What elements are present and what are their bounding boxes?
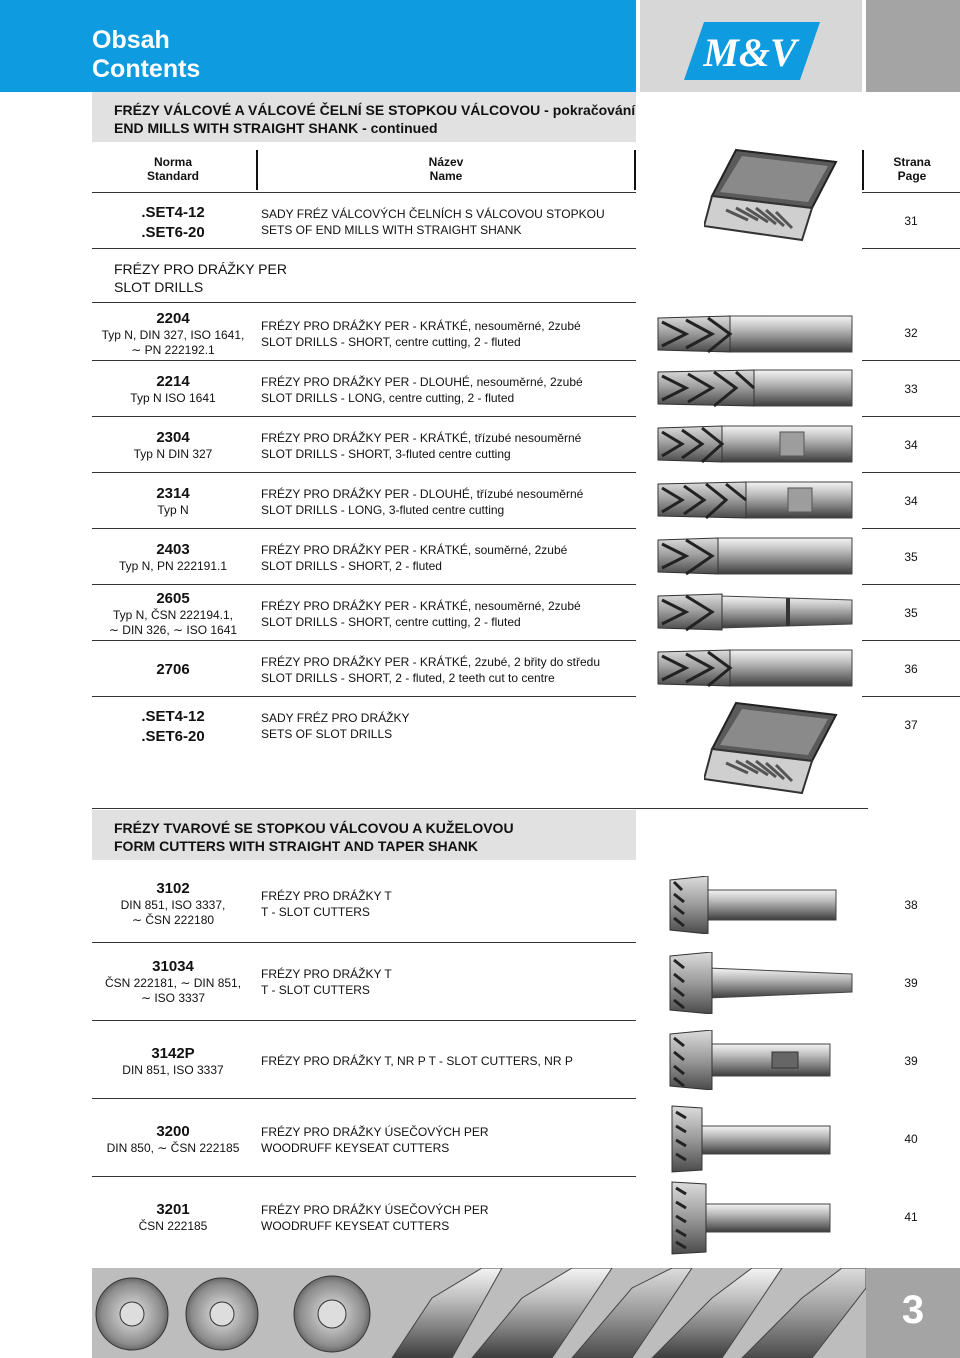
column-name-en: Name [429,169,463,183]
product-code: 2403 [156,541,190,558]
product-description [261,374,651,406]
page-number-box [866,1268,960,1358]
divider [862,248,960,249]
set-codes [100,204,246,242]
desc-en: SETS OF SLOT DRILLS [261,727,393,741]
divider [92,192,636,193]
slot-drill-taper-shank-image [656,590,854,634]
standard-text: DIN 851, ISO 3337, [120,898,226,912]
desc-en: SLOT DRILLS - SHORT, centre cutting, 2 - fluted [261,335,521,349]
page-ref: 40 [904,1132,918,1146]
desc-cz: SADY FRÉZ PRO DRÁŽKY [261,711,410,725]
slot-drill-set-box-image [704,698,844,798]
section-band-end-mills [92,92,636,142]
section-slot-drills-title [114,260,287,296]
desc-cz: SADY FRÉZ VÁLCOVÝCH ČELNÍCH S VÁLCOVOU STOPKOU [261,207,605,221]
product-code-cell [100,661,246,679]
product-code: 2605 [156,590,190,607]
divider [92,584,636,585]
divider [92,528,636,529]
divider [92,360,636,361]
divider [862,640,960,641]
page-title [92,26,200,84]
desc-en: SLOT DRILLS - SHORT, centre cutting, 2 - fluted [261,615,521,629]
product-description [261,542,651,574]
standard-text: DIN 851, ISO 3337 [122,1063,224,1077]
divider [862,360,960,361]
divider [92,696,636,697]
page-ref: 36 [904,662,918,676]
footer-tools-photo [92,1268,866,1358]
slot-drill-symmetric-image [656,534,854,578]
standard-text: Typ N DIN 327 [133,447,213,461]
desc-cz: FRÉZY PRO DRÁŽKY PER - KRÁTKÉ, souměrné, 2zubé [261,543,568,557]
column-standard-cz: Norma [153,155,192,169]
slot-drill-3-fluted-short-image [656,422,854,466]
set-code: .SET4-12 [141,708,205,725]
divider [862,472,960,473]
product-code: 2314 [156,485,190,502]
product-description [261,888,651,920]
desc-en: T - SLOT CUTTERS [261,983,370,997]
product-code: 3201 [156,1201,190,1218]
desc-en: WOODRUFF KEYSEAT CUTTERS [261,1219,450,1233]
divider [92,1098,636,1099]
divider [92,1176,636,1177]
column-header-standard [110,155,236,183]
divider [92,1020,636,1021]
desc-en: SETS OF END MILLS WITH STRAIGHT SHANK [261,223,522,237]
product-code-cell [100,880,246,928]
product-description [261,1053,651,1069]
product-code-cell [100,373,246,406]
t-slot-cutter-image [668,876,838,934]
set-code: .SET6-20 [141,728,205,745]
product-code: 3200 [156,1123,190,1140]
t-slot-cutter-taper-image [668,952,854,1014]
header-dark-gray-block [866,0,960,92]
page-number: 3 [901,1288,925,1332]
set-description [261,206,651,238]
page-ref: 39 [904,976,918,990]
section-title-en: SLOT DRILLS [114,279,204,295]
tool-set-box-image [704,146,844,244]
product-code-cell [100,429,246,462]
divider [92,416,636,417]
standard-text: ∼ DIN 326, ∼ ISO 1641 [108,623,238,637]
section-band-form-cutters [92,810,636,860]
desc-cz: FRÉZY PRO DRÁŽKY PER - DLOUHÉ, třízubé nesouměrné [261,487,584,501]
standard-text: ČSN 222181, ∼ DIN 851, [104,976,242,990]
desc-cz: FRÉZY PRO DRÁŽKY PER - KRÁTKÉ, 2zubé, 2 břity do středu [261,655,601,669]
divider [862,528,960,529]
page-ref: 34 [904,494,918,508]
standard-text: ∼ ČSN 222180 [131,913,215,927]
logo-text: M&V [703,30,797,75]
divider [92,472,636,473]
woodruff-cutter-large-image [668,1180,832,1256]
desc-cz: FRÉZY PRO DRÁŽKY ÚSEČOVÝCH PER [261,1203,489,1217]
product-code-cell [100,485,246,518]
standard-text: Typ N, ČSN 222194.1, [112,608,234,622]
product-description [261,654,651,686]
product-code-cell [100,958,246,1006]
product-description [261,1124,651,1156]
woodruff-cutter-image [668,1104,832,1174]
page-ref: 37 [904,718,918,732]
slot-drill-center-cut-image [656,646,854,690]
page-ref: 34 [904,438,918,452]
mv-logo [684,22,820,80]
set-codes [100,708,246,746]
standard-text: DIN 850, ∼ ČSN 222185 [106,1141,240,1155]
section-title-en: FORM CUTTERS WITH STRAIGHT AND TAPER SHANK [114,838,478,854]
product-description [261,430,651,462]
section-title-cz: FRÉZY TVAROVÉ SE STOPKOU VÁLCOVOU A KUŽELOVOU [114,820,514,836]
product-code-cell [100,310,246,358]
desc-cz: FRÉZY PRO DRÁŽKY ÚSEČOVÝCH PER [261,1125,489,1139]
desc-en: SLOT DRILLS - SHORT, 3-fluted centre cutting [261,447,511,461]
page-ref: 39 [904,1054,918,1068]
divider [92,942,636,943]
standard-text: ∼ PN 222192.1 [131,343,215,357]
product-code-cell [100,1201,246,1234]
slot-drill-long-image [656,366,854,410]
divider [92,640,636,641]
t-slot-cutter-nr-p-image [668,1030,832,1090]
desc-en: T - SLOT CUTTERS [261,905,370,919]
divider [862,192,960,193]
desc-cz: FRÉZY PRO DRÁŽKY T, NR P T - SLOT CUTTERS, NR P [261,1054,573,1068]
desc-cz: FRÉZY PRO DRÁŽKY PER - KRÁTKÉ, nesouměrné, 2zubé [261,599,581,613]
product-code: 2304 [156,429,190,446]
title-en: Contents [92,55,201,83]
product-code-cell [100,1045,246,1078]
divider [862,416,960,417]
page-ref: 41 [904,1210,918,1224]
page-ref: 38 [904,898,918,912]
divider [862,584,960,585]
desc-cz: FRÉZY PRO DRÁŽKY PER - DLOUHÉ, nesouměrné, 2zubé [261,375,583,389]
column-standard-en: Standard [146,169,199,183]
set-code: .SET6-20 [141,224,205,241]
section-title-cz: FRÉZY VÁLCOVÉ A VÁLCOVÉ ČELNÍ SE STOPKOU VÁLCOVOU - pokračování [114,102,636,118]
desc-cz: FRÉZY PRO DRÁŽKY T [261,889,392,903]
desc-en: SLOT DRILLS - SHORT, 2 - fluted, 2 teeth cut to centre [261,671,555,685]
page-ref: 31 [904,214,918,228]
standard-text: Typ N, DIN 327, ISO 1641, [101,328,245,342]
product-description [261,318,651,350]
column-divider [634,150,636,190]
divider [862,696,960,697]
product-description [261,966,651,998]
section-title [114,819,514,855]
column-page-en: Page [897,169,927,183]
product-code: 2204 [156,310,190,327]
set-description [261,710,651,742]
column-page-cz: Strana [893,155,931,169]
standard-text: Typ N ISO 1641 [130,391,216,405]
standard-text: ČSN 222185 [138,1219,208,1233]
set-code: .SET4-12 [141,204,205,221]
product-code-cell [100,590,246,638]
column-name-cz: Název [428,155,464,169]
product-code: 3102 [156,880,190,897]
product-code: 2706 [156,661,190,678]
standard-text: Typ N [157,503,189,517]
desc-en: SLOT DRILLS - LONG, centre cutting, 2 - fluted [261,391,515,405]
page-ref: 35 [904,550,918,564]
desc-cz: FRÉZY PRO DRÁŽKY PER - KRÁTKÉ, třízubé nesouměrné [261,431,582,445]
section-title-en: END MILLS WITH STRAIGHT SHANK - continued [114,120,438,136]
page-ref: 35 [904,606,918,620]
slot-drill-short-image [656,312,854,356]
product-code-cell [100,1123,246,1156]
title-cz: Obsah [92,26,170,54]
standard-text: ∼ ISO 3337 [140,991,206,1005]
product-code: 31034 [152,958,194,975]
product-code: 2214 [156,373,190,390]
section-title-cz: FRÉZY PRO DRÁŽKY PER [114,261,287,277]
section-title [114,101,635,137]
product-code-cell [100,541,246,574]
desc-en: WOODRUFF KEYSEAT CUTTERS [261,1141,450,1155]
product-description [261,598,651,630]
divider [92,808,868,809]
divider [92,248,636,249]
column-header-name [256,155,636,183]
divider [92,302,636,303]
column-header-page [864,155,960,183]
desc-cz: FRÉZY PRO DRÁŽKY T [261,967,392,981]
product-description [261,486,651,518]
slot-drill-3-fluted-long-image [656,478,854,522]
desc-en: SLOT DRILLS - LONG, 3-fluted centre cutting [261,503,505,517]
desc-en: SLOT DRILLS - SHORT, 2 - fluted [261,559,442,573]
page-ref: 32 [904,326,918,340]
standard-text: Typ N, PN 222191.1 [118,559,228,573]
product-code: 3142P [151,1045,195,1062]
product-description [261,1202,651,1234]
page-ref: 33 [904,382,918,396]
desc-cz: FRÉZY PRO DRÁŽKY PER - KRÁTKÉ, nesouměrné, 2zubé [261,319,581,333]
